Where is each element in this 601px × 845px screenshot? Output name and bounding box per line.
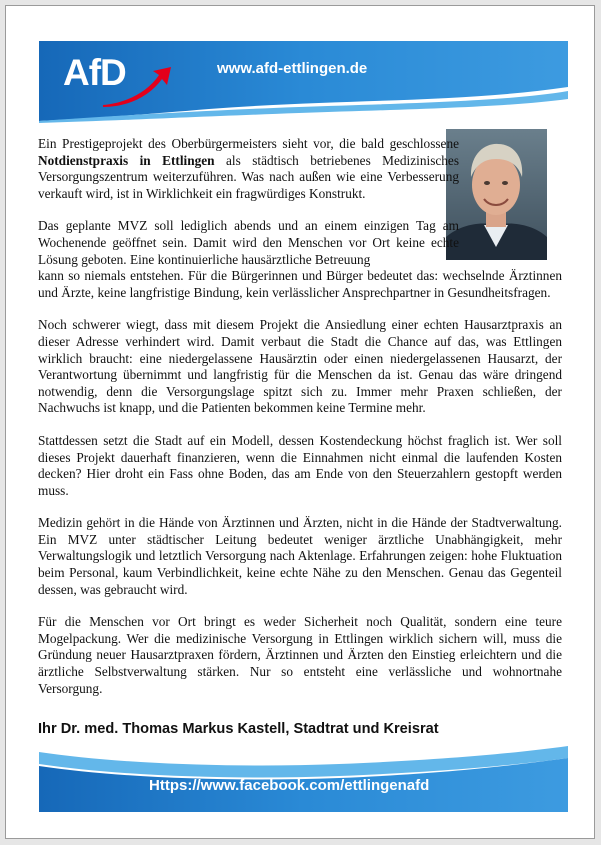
footer-banner	[39, 746, 568, 812]
paragraph-1-text: Ein Prestigeprojekt des Oberbürgermeisters sieht vor, die bald geschlossene	[38, 136, 459, 151]
paragraph-1-text-end: als städtisch betriebenes Medizinisches Versorgungszentrum weiterzuführen. Was nach außen wie eine Verbesserung verkauft wird, ist in Wirklichkeit ein fragwürdiges Konstrukt.	[38, 152, 459, 201]
paragraph-5: Medizin gehört in die Hände von Ärztinnen und Ärzten, nicht in die Hände der Stadtverwaltung. Ein MVZ unter städtischer Leitung bedeutet weniger ärztliche Unabhängigkeit, mehr Verwaltungslogik und letztlich Versorgung nach Aktenlage. Erfahrungen zeigen: hohe Fluktuation beim Personal, kaum Verbindlichkeit, keine echte Nähe zu den Menschen. Genau das Gegenteil dessen, was gebraucht wird.	[38, 515, 562, 597]
article-body	[38, 136, 562, 713]
signature: Ihr Dr. med. Thomas Markus Kastell, Stadtrat und Kreisrat	[38, 721, 439, 737]
paragraph-1	[38, 136, 459, 202]
header-banner	[39, 41, 568, 123]
afd-logo: AfD	[63, 52, 126, 93]
paragraph-2b: kann so niemals entstehen. Für die Bürgerinnen und Bürger bedeutet das: wechselnde Ärztinnen und Ärzte, keine langfristige Bindung, kein verlässlicher Ansprechpartner in Gesundheitsfragen.	[38, 268, 562, 300]
flyer-page	[5, 5, 595, 839]
paragraph-2a: Das geplante MVZ soll lediglich abends und an einem einzigen Tag am Wochenende geöffnet sein. Damit wird den Menschen vor Ort keine echte Lösung geboten. Eine kontinuierliche hausärztliche Betreuung	[38, 218, 459, 267]
highlight-notdienstpraxis: Notdienstpraxis in Ettlingen	[38, 152, 215, 168]
paragraph-4: Stattdessen setzt die Stadt auf ein Modell, dessen Kostendeckung höchst fraglich ist. Wer soll dieses Projekt dauerhaft finanzieren, wenn die Einnahmen nicht einmal die laufenden Kosten decken? Hier droht ein Fass ohne Boden, das am Ende von den Steuerzahlern gestopft werden muss.	[38, 432, 562, 498]
header-website-url[interactable]: www.afd-ettlingen.de	[217, 60, 368, 77]
paragraph-6: Für die Menschen vor Ort bringt es weder Sicherheit noch Qualität, sondern eine teure Mogelpackung. Wer die medizinische Versorgung in Ettlingen wirklich sichern will, muss die Gründung neuer Hausarztpraxen fördern, Ärztinnen und Ärzten den Einstieg erleichtern und die ärztliche Selbstverwaltung stärken. Nur so entsteht eine verlässliche und wohnortnahe Versorgung.	[38, 614, 562, 696]
paragraph-3: Noch schwerer wiegt, dass mit diesem Projekt die Ansiedlung einer echten Hausarztpraxis an dieser Adresse verhindert wird. Damit verbaut die Stadt die Chance auf das, was Ettlingen wirklich braucht: eine niedergelassene Hausärztin oder einen niedergelassenen Hausarzt, der Verantwortung übernimmt und langfristig für die Menschen da ist. Genau das wäre dringend notwendig, denn die Versorgungslage spitzt sich zu. Immer mehr Praxen schließen, der Nachwuchs ist knapp, und die Patienten bekommen keine Termine mehr.	[38, 317, 562, 416]
facebook-url[interactable]: Https://www.facebook.com/ettlingenafd	[149, 777, 430, 794]
